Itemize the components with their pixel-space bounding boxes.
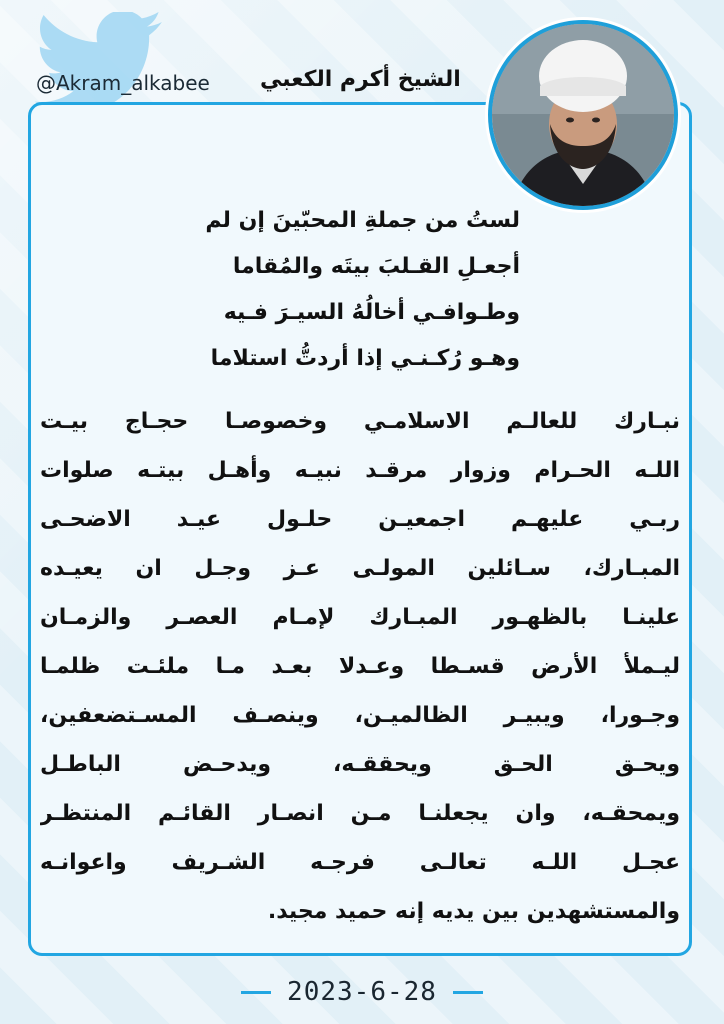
body-line: ربـي عليهـم اجمعيـن حلـول عيـد الاضحـى	[40, 507, 680, 532]
poem-verses	[150, 198, 520, 382]
body-line: اللـه الحـرام وزوار مرقـد نبيـه وأهـل بيتـه صلوات	[40, 458, 680, 483]
avatar	[492, 24, 674, 206]
body-line: وجـورا، ويبيـر الظالميـن، وينصـف المسـتضعفين،	[40, 703, 680, 728]
body-line: ليـملأ الأرض قسـطا وعـدلا بعـد مـا ملئـت ظلمـا	[40, 654, 680, 679]
body-line: ويمحقـه، وان يجعلنـا مـن انصـار القائـم المنتظـر	[40, 801, 680, 826]
author-name: الشيخ أكرم الكعبي	[260, 66, 461, 92]
divider	[241, 991, 271, 994]
date-footer	[0, 972, 724, 1012]
message-body	[40, 397, 680, 936]
poem-line: وطـوافـي أخالُهُ السيـرَ فـيه	[223, 300, 520, 325]
poem-line: وهـو رُكـنـي إذا أردتُّ استلاما	[210, 346, 520, 371]
body-line: والمستشهدين بين يديه إنه حميد مجيد.	[267, 899, 680, 924]
body-line: نبـارك للعالـم الاسلامـي وخصوصـا حجـاج بيـت	[40, 409, 680, 434]
divider	[453, 991, 483, 994]
body-line: علينـا بالظهـور المبـارك لإمـام العصـر والزمـان	[40, 605, 680, 630]
poem-line: أجعـلِ القـلبَ بيتَه والمُقاما	[232, 254, 520, 279]
post-date: 2023-6-28	[287, 977, 437, 1007]
body-line: المبـارك، سـائلين المولـى عـز وجـل ان يعيـده	[40, 556, 680, 581]
portrait-image	[492, 24, 674, 206]
body-line: ويحـق الحـق ويحققـه، ويدحـض الباطـل	[40, 752, 680, 777]
twitter-handle: @Akram_alkabee	[36, 71, 210, 95]
poem-line: لستُ من جملةِ المحبّينَ إن لم	[205, 208, 520, 233]
body-line: عجـل اللـه تعالـى فرجـه الشـريف واعوانـه	[40, 850, 680, 875]
